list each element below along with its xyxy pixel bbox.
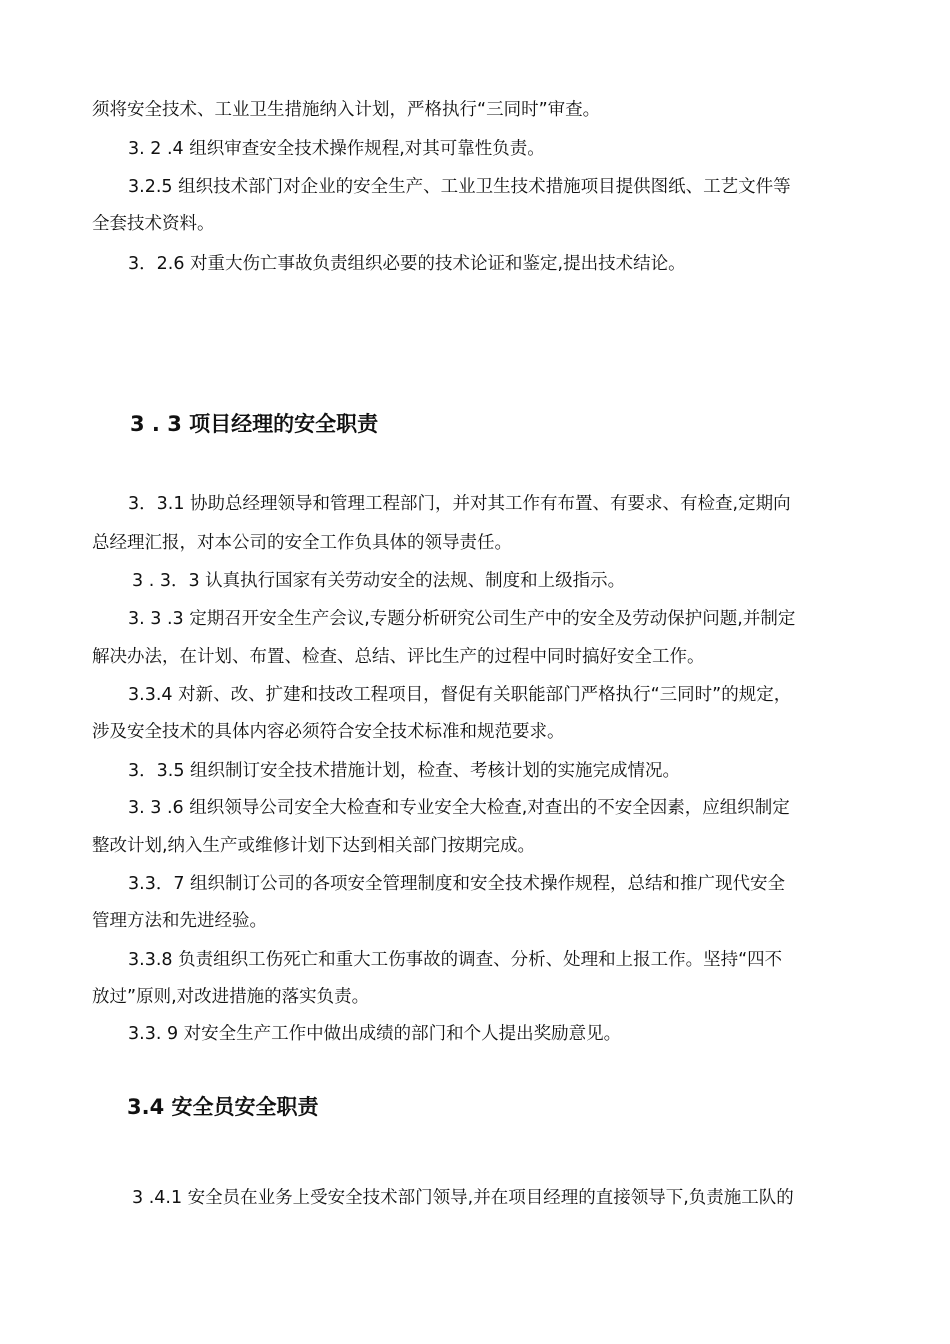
paragraph-line: 总经理汇报，对本公司的安全工作负具体的领导责任。: [92, 533, 512, 553]
paragraph-line: 3.3.8 负责组织工伤死亡和重大工伤事故的调查、分析、处理和上报工作。坚持“四不: [128, 950, 783, 970]
paragraph-line: 3 . 3．3 认真执行国家有关劳动安全的法规、制度和上级指示。: [132, 571, 626, 591]
paragraph-line: 3.3.4 对新、改、扩建和技改工程项目，督促有关职能部门严格执行“三同时”的规定，: [128, 685, 792, 705]
paragraph-line: 管理方法和先进经验。: [92, 911, 267, 931]
paragraph-line: 放过”原则,对改进措施的落实负责。: [92, 987, 370, 1007]
paragraph-line: 3.3．7 组织制订公司的各项安全管理制度和安全技术操作规程，总结和推广现代安全: [128, 874, 786, 894]
section-heading-3-3: 3 . 3 项目经理的安全职责: [130, 412, 379, 436]
paragraph-line: 3.2.5 组织技术部门对企业的安全生产、工业卫生技术措施项目提供图纸、工艺文件等: [128, 177, 791, 197]
paragraph-line: 3. 3 .6 组织领导公司安全大检查和专业安全大检查,对查出的不安全因素，应组织制定: [128, 798, 790, 818]
paragraph-line: 3．3.5 组织制订安全技术措施计划，检查、考核计划的实施完成情况。: [128, 761, 681, 781]
paragraph-line: 3. 2 .4 组织审查安全技术操作规程,对其可靠性负责。: [128, 139, 545, 159]
paragraph-line: 3.3. 9 对安全生产工作中做出成绩的部门和个人提出奖励意见。: [128, 1024, 622, 1044]
paragraph-line: 3 .4.1 安全员在业务上受安全技术部门领导,并在项目经理的直接领导下,负责施工队的: [132, 1188, 794, 1208]
paragraph-line: 全套技术资料。: [92, 214, 215, 234]
paragraph-line: 3. 3 .3 定期召开安全生产会议,专题分析研究公司生产中的安全及劳动保护问题,并制定: [128, 609, 796, 629]
paragraph-line: 整改计划,纳入生产或维修计划下达到相关部门按期完成。: [92, 836, 536, 856]
paragraph-line: 解决办法，在计划、布置、检查、总结、评比生产的过程中同时搞好安全工作。: [92, 647, 705, 667]
paragraph-line: 涉及安全技术的具体内容必须符合安全技术标准和规范要求。: [92, 722, 565, 742]
section-heading-3-4: 3.4 安全员安全职责: [127, 1095, 319, 1119]
paragraph-line: 须将安全技术、工业卫生措施纳入计划，严格执行“三同时”审查。: [92, 100, 601, 120]
paragraph-line: 3．2.6 对重大伤亡事故负责组织必要的技术论证和鉴定,提出技术结论。: [128, 254, 686, 274]
paragraph-line: 3．3.1 协助总经理领导和管理工程部门，并对其工作有布置、有要求、有检查,定期向: [128, 494, 791, 514]
